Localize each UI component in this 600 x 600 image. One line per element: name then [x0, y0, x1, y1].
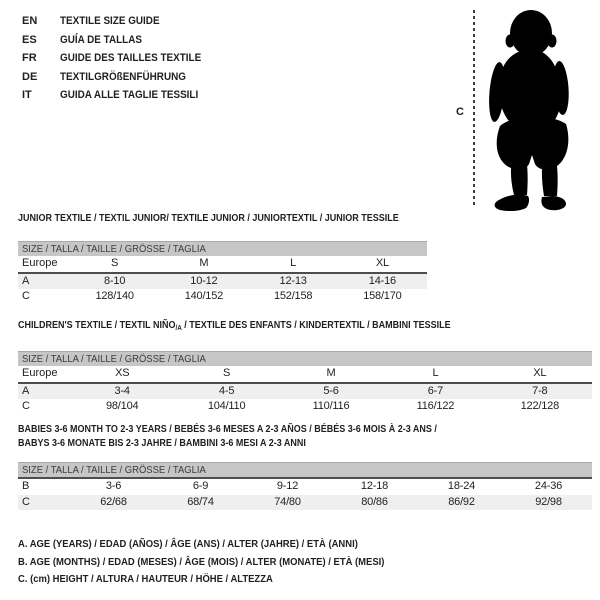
footnote-c [18, 571, 425, 589]
column-header-row [18, 256, 427, 272]
figure-area [440, 0, 600, 220]
language-title: TEXTILE SIZE GUIDE [60, 15, 160, 27]
junior-table-section [18, 213, 427, 305]
table-cell: 92/98 [535, 495, 562, 508]
table-cell: 24-36 [534, 480, 563, 492]
language-title: GUIDA ALLE TAGLIE TESSILI [60, 89, 199, 102]
table-cell: 10-12 [190, 274, 218, 287]
table-title-text: JUNIOR TEXTILE / TEXTIL JUNIOR/ TEXTILE JUNIOR / JUNIORTEXTIL / JUNIOR TESSILE [18, 213, 399, 224]
footnotes [18, 536, 425, 589]
table-cell: 122/128 [520, 400, 560, 412]
table-cell: 74/80 [274, 495, 301, 508]
size-header-bar [18, 241, 427, 256]
table-title [18, 423, 592, 450]
table-cell: 104/110 [207, 400, 246, 412]
language-row [22, 31, 217, 50]
babies-table-section [18, 423, 592, 510]
row-label: B [22, 480, 30, 492]
column-header: M [199, 257, 209, 269]
column-header: L [432, 367, 439, 379]
region-label: Europe [22, 367, 58, 379]
table-title-text [18, 320, 451, 335]
table-cell: 98/104 [105, 400, 139, 412]
row-label: A [22, 274, 30, 287]
language-code: EN [22, 15, 38, 27]
table-cell: 12-13 [279, 274, 307, 287]
column-header: S [111, 257, 119, 269]
size-header-text: SIZE / TALLA / TAILLE / GRÖSSE / TAGLIA [22, 243, 206, 255]
table-title-line1: BABIES 3-6 MONTH TO 2-3 YEARS / BEBÉS 3-6 MESES A 2-3 AÑOS / BÉBÉS 3-6 MOIS À 2-3 ANS / [18, 424, 437, 435]
column-header-row [18, 366, 592, 382]
table-cell: 6-9 [192, 480, 209, 492]
language-code: FR [22, 52, 37, 65]
region-label: Europe [22, 257, 58, 269]
column-header: L [290, 257, 297, 269]
table-cell: 140/152 [184, 290, 224, 302]
size-header-text: SIZE / TALLA / TAILLE / GRÖSSE / TAGLIA [22, 353, 206, 365]
column-header: XS [115, 367, 130, 379]
language-code: DE [22, 70, 38, 83]
size-header-bar [18, 351, 592, 366]
column-header: XL [375, 257, 389, 269]
table-cell: 128/140 [95, 290, 134, 302]
title-part: / TEXTILE DES ENFANTS / KINDERTEXTIL / BAMBINI TESSILE [181, 320, 451, 331]
footnote-text: B. AGE (MONTHS) / EDAD (MESES) / ÂGE (MOIS) / ALTER (MONATE) / ETÀ (MESI) [18, 555, 385, 568]
table-cell: 86/92 [448, 495, 475, 508]
title-subscript: /A [175, 325, 182, 332]
language-row [22, 86, 217, 105]
row-label: C [22, 495, 30, 508]
column-header: M [326, 367, 336, 379]
table-cell: 110/116 [312, 400, 350, 412]
table-row [18, 289, 427, 305]
table-cell: 152/158 [273, 290, 313, 302]
table-cell: 14-16 [368, 274, 396, 287]
table-cell: 8-10 [104, 274, 126, 287]
language-row [22, 12, 217, 31]
table-cell: 3-4 [114, 384, 130, 397]
language-title: TEXTILGRÖßENFÜHRUNG [60, 70, 186, 83]
table-cell: 7-8 [532, 384, 548, 397]
column-header: XL [533, 367, 547, 379]
footnote-text: A. AGE (YEARS) / EDAD (AÑOS) / ÂGE (ANS) / ALTER (JAHRE) / ETÀ (ANNI) [18, 538, 358, 550]
table-cell: 4-5 [218, 384, 235, 397]
size-header-bar [18, 462, 592, 477]
size-header-text: SIZE / TALLA / TAILLE / GRÖSSE / TAGLIA [22, 464, 206, 476]
language-list [22, 12, 217, 105]
language-code: IT [22, 89, 32, 102]
column-header: S [223, 367, 231, 379]
table-cell: 6-7 [427, 384, 444, 397]
table-cell: 62/68 [100, 495, 127, 508]
table-cell: 3-6 [105, 480, 122, 492]
table-cell: 18-24 [447, 480, 476, 492]
table-row [18, 384, 592, 400]
height-measure-dashed-line [473, 10, 475, 206]
row-label: C [22, 290, 30, 302]
table-title-line2: BABYS 3-6 MONATE BIS 2-3 JAHRE / BAMBINI 3-6 MESI A 2-3 ANNI [18, 437, 306, 449]
table-row [18, 399, 592, 415]
table-title [18, 213, 427, 225]
row-label: A [22, 384, 30, 397]
table-title [18, 320, 592, 335]
footnote-a [18, 536, 425, 554]
table-cell: 12-18 [360, 480, 389, 492]
height-measure-label: C [456, 106, 464, 118]
language-title: GUIDE DES TAILLES TEXTILE [60, 52, 202, 65]
table-row [18, 479, 592, 495]
table-cell: 80/86 [361, 495, 388, 508]
language-row [22, 49, 217, 68]
table-cell: 158/170 [363, 290, 402, 302]
language-title: GUÍA DE TALLAS [60, 33, 142, 46]
footnote-text: C. (cm) HEIGHT / ALTURA / HAUTEUR / HÖHE / ALTEZZA [18, 573, 273, 585]
table-cell: 68/74 [187, 495, 214, 508]
table-row [18, 495, 592, 511]
childrens-table-section [18, 320, 592, 415]
table-cell: 5-6 [323, 384, 339, 397]
table-row [18, 274, 427, 290]
title-part: CHILDREN'S TEXTILE / TEXTIL NIÑO [18, 320, 176, 331]
language-row [22, 68, 217, 87]
table-cell: 116/122 [416, 400, 455, 412]
language-code: ES [22, 33, 37, 46]
row-label: C [22, 400, 30, 412]
footnote-b [18, 554, 425, 572]
table-cell: 9-12 [276, 480, 299, 492]
toddler-silhouette-icon [487, 8, 587, 213]
